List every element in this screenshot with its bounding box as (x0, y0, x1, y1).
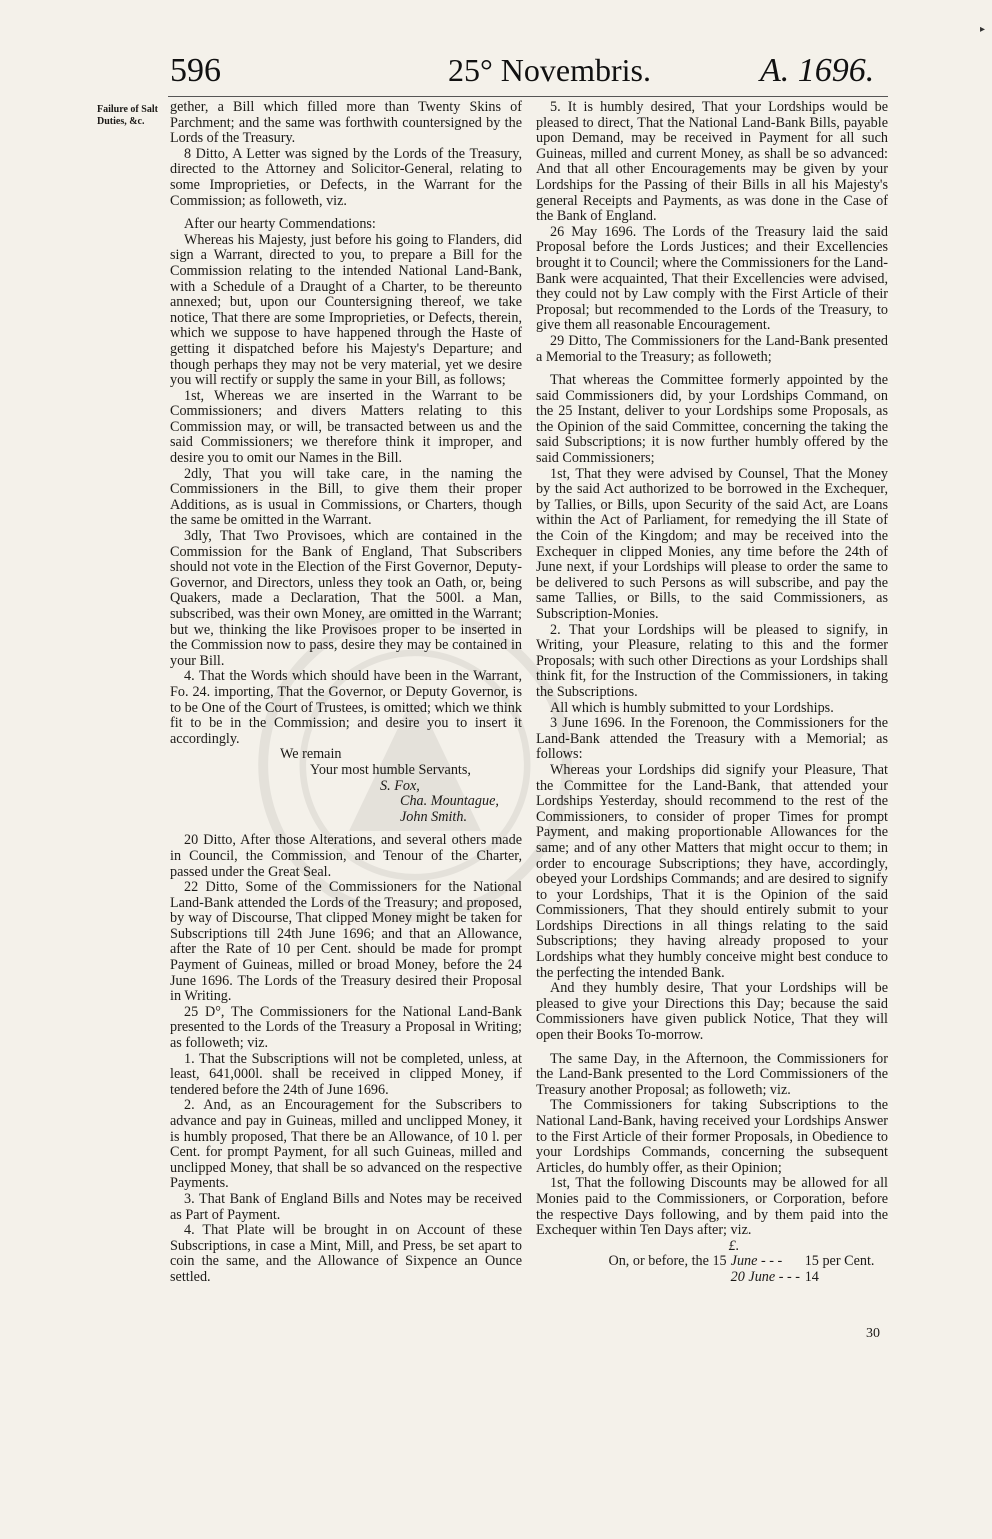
paragraph: 8 Ditto, A Letter was signed by the Lords of the Treasury, directed to the Attorney and Solicitor-General, relating to some Improprieties, or Defects, in the Warrant for the Commission; as followeth, viz. (170, 145, 522, 209)
paragraph: 3 June 1696. In the Forenoon, the Commissioners for the Land-Bank attended the Treasury with a Memorial; as follows: (536, 715, 888, 763)
paragraph: 1st, Whereas we are inserted in the Warrant to be Commissioners; and divers Matters relating to this Commission may, or will, be transacted between us and the said Commissioners; we therefore think it improper, and desire you to omit our Names in the Bill. (170, 387, 522, 467)
left-column (170, 100, 522, 1286)
header-rule (168, 96, 888, 97)
paragraph: And they humbly desire, That your Lordships will be pleased to give your Directions this Day; because the said Commissioners have given publick Notice, That they will open their Books To-morrow. (536, 980, 888, 1044)
edge-mark-icon: ▸ (980, 24, 986, 35)
paragraph: That whereas the Committee formerly appointed by the said Commissioners did, by your Lordships Command, on the 25 Instant, deliver to your Lordships some Proposals, as the Opinion of the said Committee, concerning the taking the said Subscriptions; it is now further humbly offered by the said Commissioners; (536, 372, 888, 467)
signature-name: S. Fox, (380, 777, 420, 794)
table-row (536, 1254, 888, 1270)
paragraph: Whereas his Majesty, just before his going to Flanders, did sign a Warrant, directed to you, to prepare a Bill for the Commission relating to the intended National Land-Bank, with a Schedule of a Draught of a Charter, to be thereunto annexed; but, upon our Countersigning thereof, we take notice, That there are some Improprieties, or Defects, therein, which we suppose to have happened through the Haste of getting it dispatched before his Majesty's Departure; and though perhaps they may not be very material, yet we desire you will rectify or supply the same in your Bill, as follows; (170, 231, 522, 389)
currency-symbol: £. (728, 1237, 740, 1254)
paragraph: 1st, That they were advised by Counsel, That the Money by the said Act authorized to be borrowed in the Exchequer, by Tallies, or Bills, upon Security of the said Act, are Loans within the Act of Parliament, for remedying the ill State of the Coin of the Kingdom; and may be received into the Exchequer in clipped Monies, any time before the 24th of June next, if your Lordships will please to order the same to be delivered to such Persons as will subscribe, and pay the same Tallies, or Bills, to the said Commissioners, as Subscription-Monies. (536, 465, 888, 622)
paragraph: 2. And, as an Encouragement for the Subscribers to advance and pay in Guineas, milled and unclipped Money, it is humbly proposed, That there be an Allowance, of 10 l. per Cent. for prompt Payment, for all such Guineas, milled and unclipped Money, that shall be so advanced on the respective Payments. (170, 1097, 522, 1192)
rate-label: On, or before, the 15 (608, 1253, 727, 1270)
paragraph: gether, a Bill which filled more than Twenty Skins of Parchment; and the same was forthwith countersigned by the Lords of the Treasury. (170, 99, 522, 147)
right-column (536, 100, 888, 1286)
paragraph: 3dly, That Two Provisoes, which are contained in the Commission for the Bank of England, That Subscribers should not vote in the Election of the First Governor, Deputy-Governor, and Directors, unless they took an Oath, or, being Quakers, made a Declaration, That the 500l. a Man, subscribed, was their own Money, are omitted in the Warrant; but we, thinking the like Provisoes proper to be inserted in the Commission now to pass, desire they may be contained in your Bill. (170, 528, 522, 669)
margin-note: Failure of Salt Duties, &c. (97, 104, 158, 127)
paragraph: 4. That the Words which should have been in the Warrant, Fo. 24. importing, That the Governor, or Deputy Governor, is to be One of the Court of Trustees, is omitted; which we think fit to be in the Commission; and desire you to insert it accordingly. (170, 668, 522, 747)
paragraph: 2. That your Lordships will be pleased to signify, in Writing, your Pleasure, relating to this and the former Proposals; with such other Directions as your Lordships shall think fit, for the Instruction of the Commissioners, in taking the Subscriptions. (536, 621, 888, 700)
paragraph: All which is humbly submitted to your Lordships. (550, 699, 834, 716)
signature-block (170, 747, 522, 825)
paragraph: 26 May 1696. The Lords of the Treasury laid the said Proposal before the Lords Justices; and their Excellencies brought it to Council; where the Commissioners for the Land-Bank were acquainted, That their Excellencies were advised, they could not by Law comply with the First Article of their Proposal; but recommended to the Lords of the Treasury, to give them all reasonable Encouragement. (536, 223, 888, 334)
page-year: A. 1696. (760, 52, 875, 89)
paragraph: 2dly, That you will take care, in the naming the Commissioners in the Bill, to give them their proper Additions, as is usual in Commissions, or Charters, though the same be omitted in the Warrant. (170, 465, 522, 529)
paragraph: 5. It is humbly desired, That your Lordships would be pleased to direct, That the National Land-Bank Bills, payable upon Demand, may be received in Payment for all such Guineas, milled and current Money, as shall be so advanced: And that all other Encouragements may be given by your Lordships for the Passing of their Bills in all his Majesty's general Receipts and Payments, as was done in the Case of the Bank of England. (536, 99, 888, 225)
rate-value: 14 (804, 1268, 819, 1285)
catchword: 30 (866, 1326, 880, 1341)
discount-table (536, 1239, 888, 1286)
paragraph: 4. That Plate will be brought in on Account of these Subscriptions, in case a Mint, Mill, and Press, be set apart to coin the same, and the Allowance of Sixpence an Ounce settled. (170, 1222, 522, 1285)
paragraph: 1. That the Subscriptions will not be completed, unless, at least, 641,000l. shall be received in clipped Money, if tendered before the 24th of June 1696. (170, 1050, 522, 1098)
signature-closing: Your most humble Servants, (310, 761, 471, 778)
paragraph: 25 D°, The Commissioners for the National Land-Bank presented to the Lords of the Treasury a Proposal in Writing; as followeth; viz. (170, 1003, 522, 1052)
signature-name: John Smith. (400, 808, 467, 825)
paragraph: 22 Ditto, Some of the Commissioners for the National Land-Bank attended the Lords of the Treasury; and proposed, by way of Discourse, That clipped Money might be taken for Subscriptions till 24th June 1696; and that an Allowance, after the Rate of 10 per Cent. should be made for prompt Payment of Guineas, milled or broad Money, before the 24 June 1696. The Lords of the Treasury desired their Proposal in Writing. (170, 879, 522, 1005)
paragraph: The Commissioners for taking Subscriptions to the National Land-Bank, having received your Lordships Answer to the First Article of their former Proposals, in Obedience to your Lordships Commands, concerning the subsequent Articles, do humbly offer, as their Opinion; (536, 1097, 888, 1176)
rate-date: 20 June - - - (730, 1268, 800, 1285)
paragraph: The same Day, in the Afternoon, the Commissioners for the Land-Bank presented to the Lord Commissioners of the Treasury another Proposal; as followeth; viz. (536, 1050, 888, 1098)
page-number: 596 (170, 52, 221, 89)
rate-label (536, 1270, 727, 1286)
paragraph: 29 Ditto, The Commissioners for the Land-Bank presented a Memorial to the Treasury; as followeth; (536, 332, 888, 365)
paragraph: 20 Ditto, After those Alterations, and several others made in Council, the Commission, and Tenour of the Charter, passed under the Great Seal. (170, 832, 522, 880)
page-date: 25° Novembris. (448, 52, 651, 88)
paragraph: 1st, That the following Discounts may be allowed for all Monies paid to the Commissioners, or Corporation, before the respective Days following, and by them paid into the Exchequer within Ten Days after; viz. (536, 1175, 888, 1239)
table-row (536, 1270, 888, 1286)
rate-value: 15 per Cent. (804, 1253, 875, 1270)
paragraph: Whereas your Lordships did signify your Pleasure, That the Committee for the Land-Bank, that attended your Lordships Yesterday, should recommend to the rest of the Commissioners, to consider of proper Times for prompt Payment, and making proportionable Allowances for the same; and of any other Matters that might occur to them; in order to encourage Subscriptions; they have, accordingly, obeyed your Lordships Commands; and are desired to signify to your Lordships, That it is the Opinion of the said Commissioners, That they should entirely submit to your Lordships Directions in all things relating to the said Subscriptions; they having already proposed to your Lordships what they humbly conceive might best conduce to the perfecting the intended Bank. (536, 761, 888, 981)
signature-name: Cha. Mountague, (400, 793, 499, 810)
rate-date: June - - - (730, 1253, 783, 1270)
letter-salutation: After our hearty Commendations: (184, 216, 376, 233)
signature-we-remain: We remain (280, 746, 342, 763)
paragraph: 3. That Bank of England Bills and Notes may be received as Part of Payment. (170, 1190, 522, 1223)
